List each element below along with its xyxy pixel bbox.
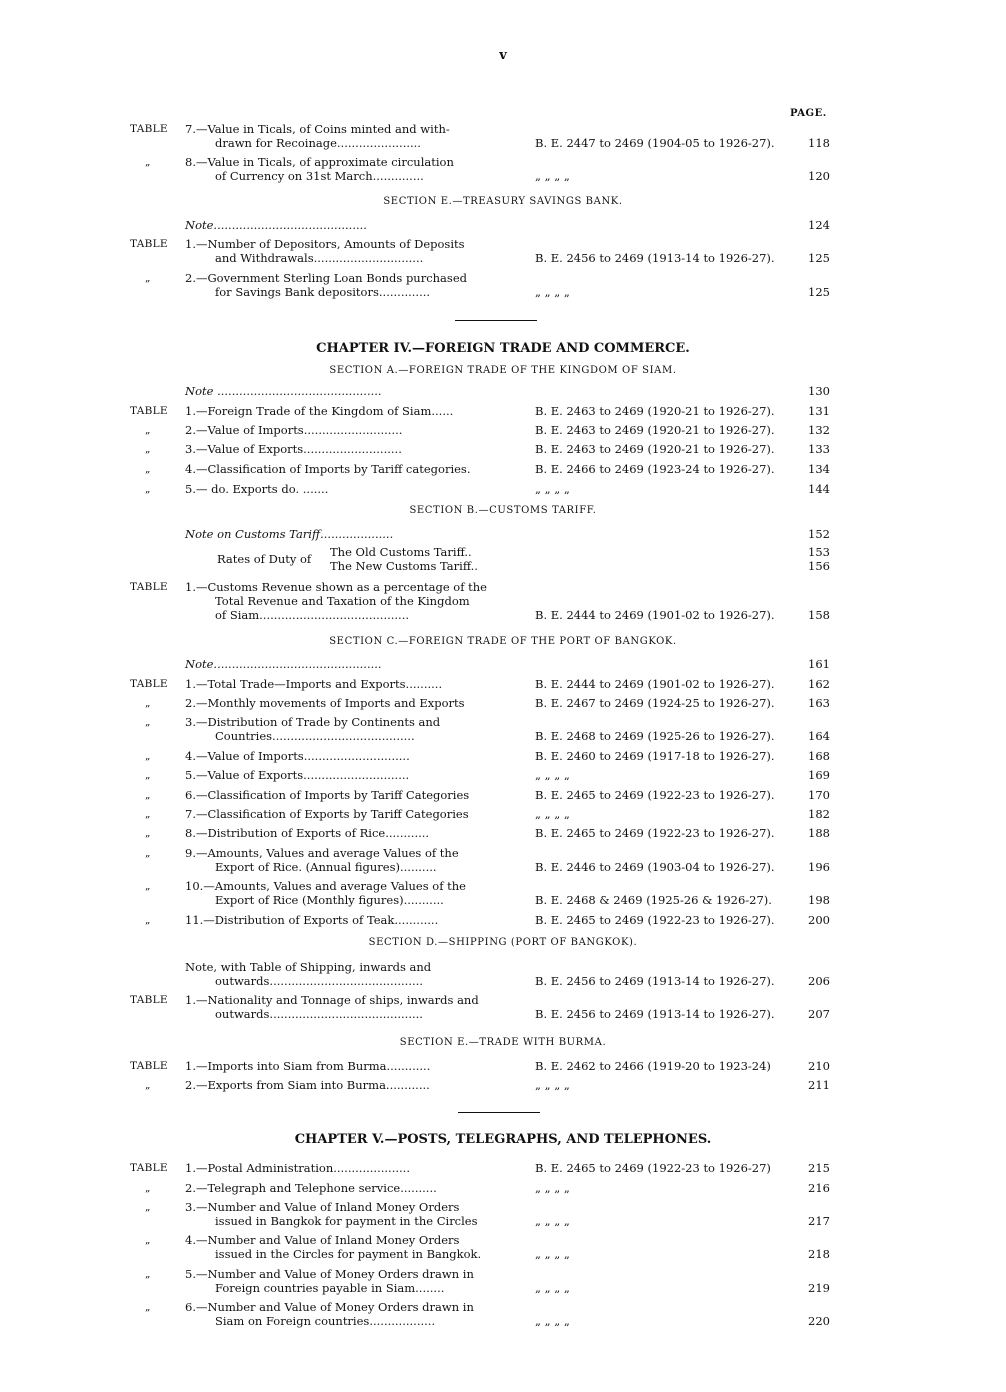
section-heading: SECTION C.—FOREIGN TRADE OF THE PORT OF BANGKOK. [329, 636, 677, 647]
section-heading: SECTION A.—FOREIGN TRADE OF THE KINGDOM OF SIAM. [329, 365, 677, 376]
section-heading: SECTION D.—SHIPPING (PORT OF BANGKOK). [368, 937, 638, 948]
section-heading: SECTION E.—TRADE WITH BURMA. [399, 1037, 607, 1048]
chapter-heading: CHAPTER IV.—FOREIGN TRADE AND COMMERCE. [316, 341, 690, 356]
page-column-header: PAGE. [790, 108, 827, 119]
divider [455, 320, 537, 321]
section-heading: SECTION E.—TREASURY SAVINGS BANK. [383, 196, 623, 207]
chapter-heading: CHAPTER V.—POSTS, TELEGRAPHS, AND TELEPHONES. [294, 1132, 712, 1147]
page-number: v [499, 48, 507, 63]
section-heading: SECTION B.—CUSTOMS TARIFF. [409, 505, 597, 516]
divider [458, 1112, 540, 1113]
